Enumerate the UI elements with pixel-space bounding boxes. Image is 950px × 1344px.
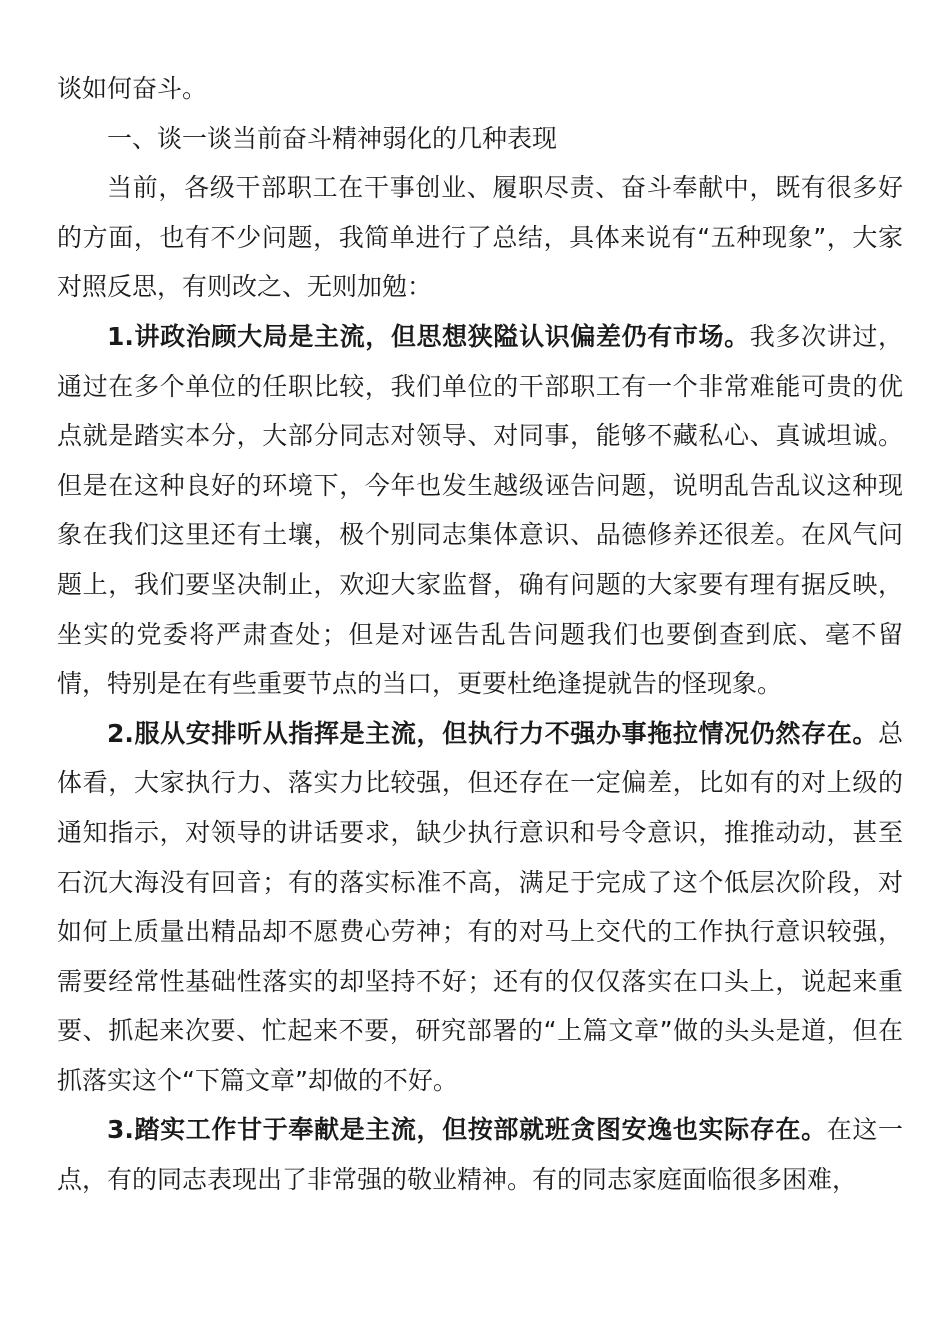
point-3-paragraph [57, 1105, 903, 1204]
continuation-line: 谈如何奋斗。 [57, 74, 208, 103]
point-1-heading: 1.讲政治顾大局是主流，但思想狭隘认识偏差仍有市场。 [107, 321, 750, 351]
document-page [57, 64, 903, 1205]
intro-paragraph: 当前，各级干部职工在干事创业、履职尽责、奋斗奉献中，既有很多好的方面，也有不少问题，我简单进行了总结，具体来说有“五种现象”，大家对照反思，有则改之、无则加勉： [57, 173, 903, 302]
point-3-heading: 3.踏实工作甘于奉献是主流，但按部就班贪图安逸也实际存在。 [107, 1115, 827, 1145]
point-1-paragraph [57, 312, 903, 709]
point-1-body: 我多次讲过，通过在多个单位的任职比较，我们单位的干部职工有一个非常难能可贵的优点就是踏实本分，大部分同志对领导、对同事，能够不藏私心、真诚坦诚。但是在这种良好的环境下，今年也发生越级诬告问题，说明乱告乱议这种现象在我们这里还有土壤，极个别同志集体意识、品德修养还很差。在风气问题上，我们要坚决制止，欢迎大家监督，确有问题的大家要有理有据反映，坐实的党委将严肃查处；但是对诬告乱告问题我们也要倒查到底、毫不留情，特别是在有些重要节点的当口，更要杜绝逢提就告的怪现象。 [57, 321, 903, 699]
point-3-body: 在这一点，有的同志表现出了非常强的敬业精神。有的同志家庭面临很多困难， [57, 1115, 903, 1195]
point-2-heading: 2.服从安排听从指挥是主流，但执行力不强办事拖拉情况仍然存在。 [107, 718, 878, 748]
point-2-paragraph [57, 709, 903, 1106]
section-heading: 一、谈一谈当前奋斗精神弱化的几种表现 [107, 123, 558, 153]
point-2-body: 总体看，大家执行力、落实力比较强，但还存在一定偏差，比如有的对上级的通知指示，对领导的讲话要求，缺少执行意识和号令意识，推推动动，甚至石沉大海没有回音；有的落实标准不高，满足于完成了这个低层次阶段，对如何上质量出精品却不愿费心劳神；有的对马上交代的工作执行意识较强，需要经常性基础性落实的却坚持不好；还有的仅仅落实在口头上，说起来重要、抓起来次要、忙起来不要，研究部署的“上篇文章”做的头头是道，但在抓落实这个“下篇文章”却做的不好。 [57, 718, 903, 1095]
